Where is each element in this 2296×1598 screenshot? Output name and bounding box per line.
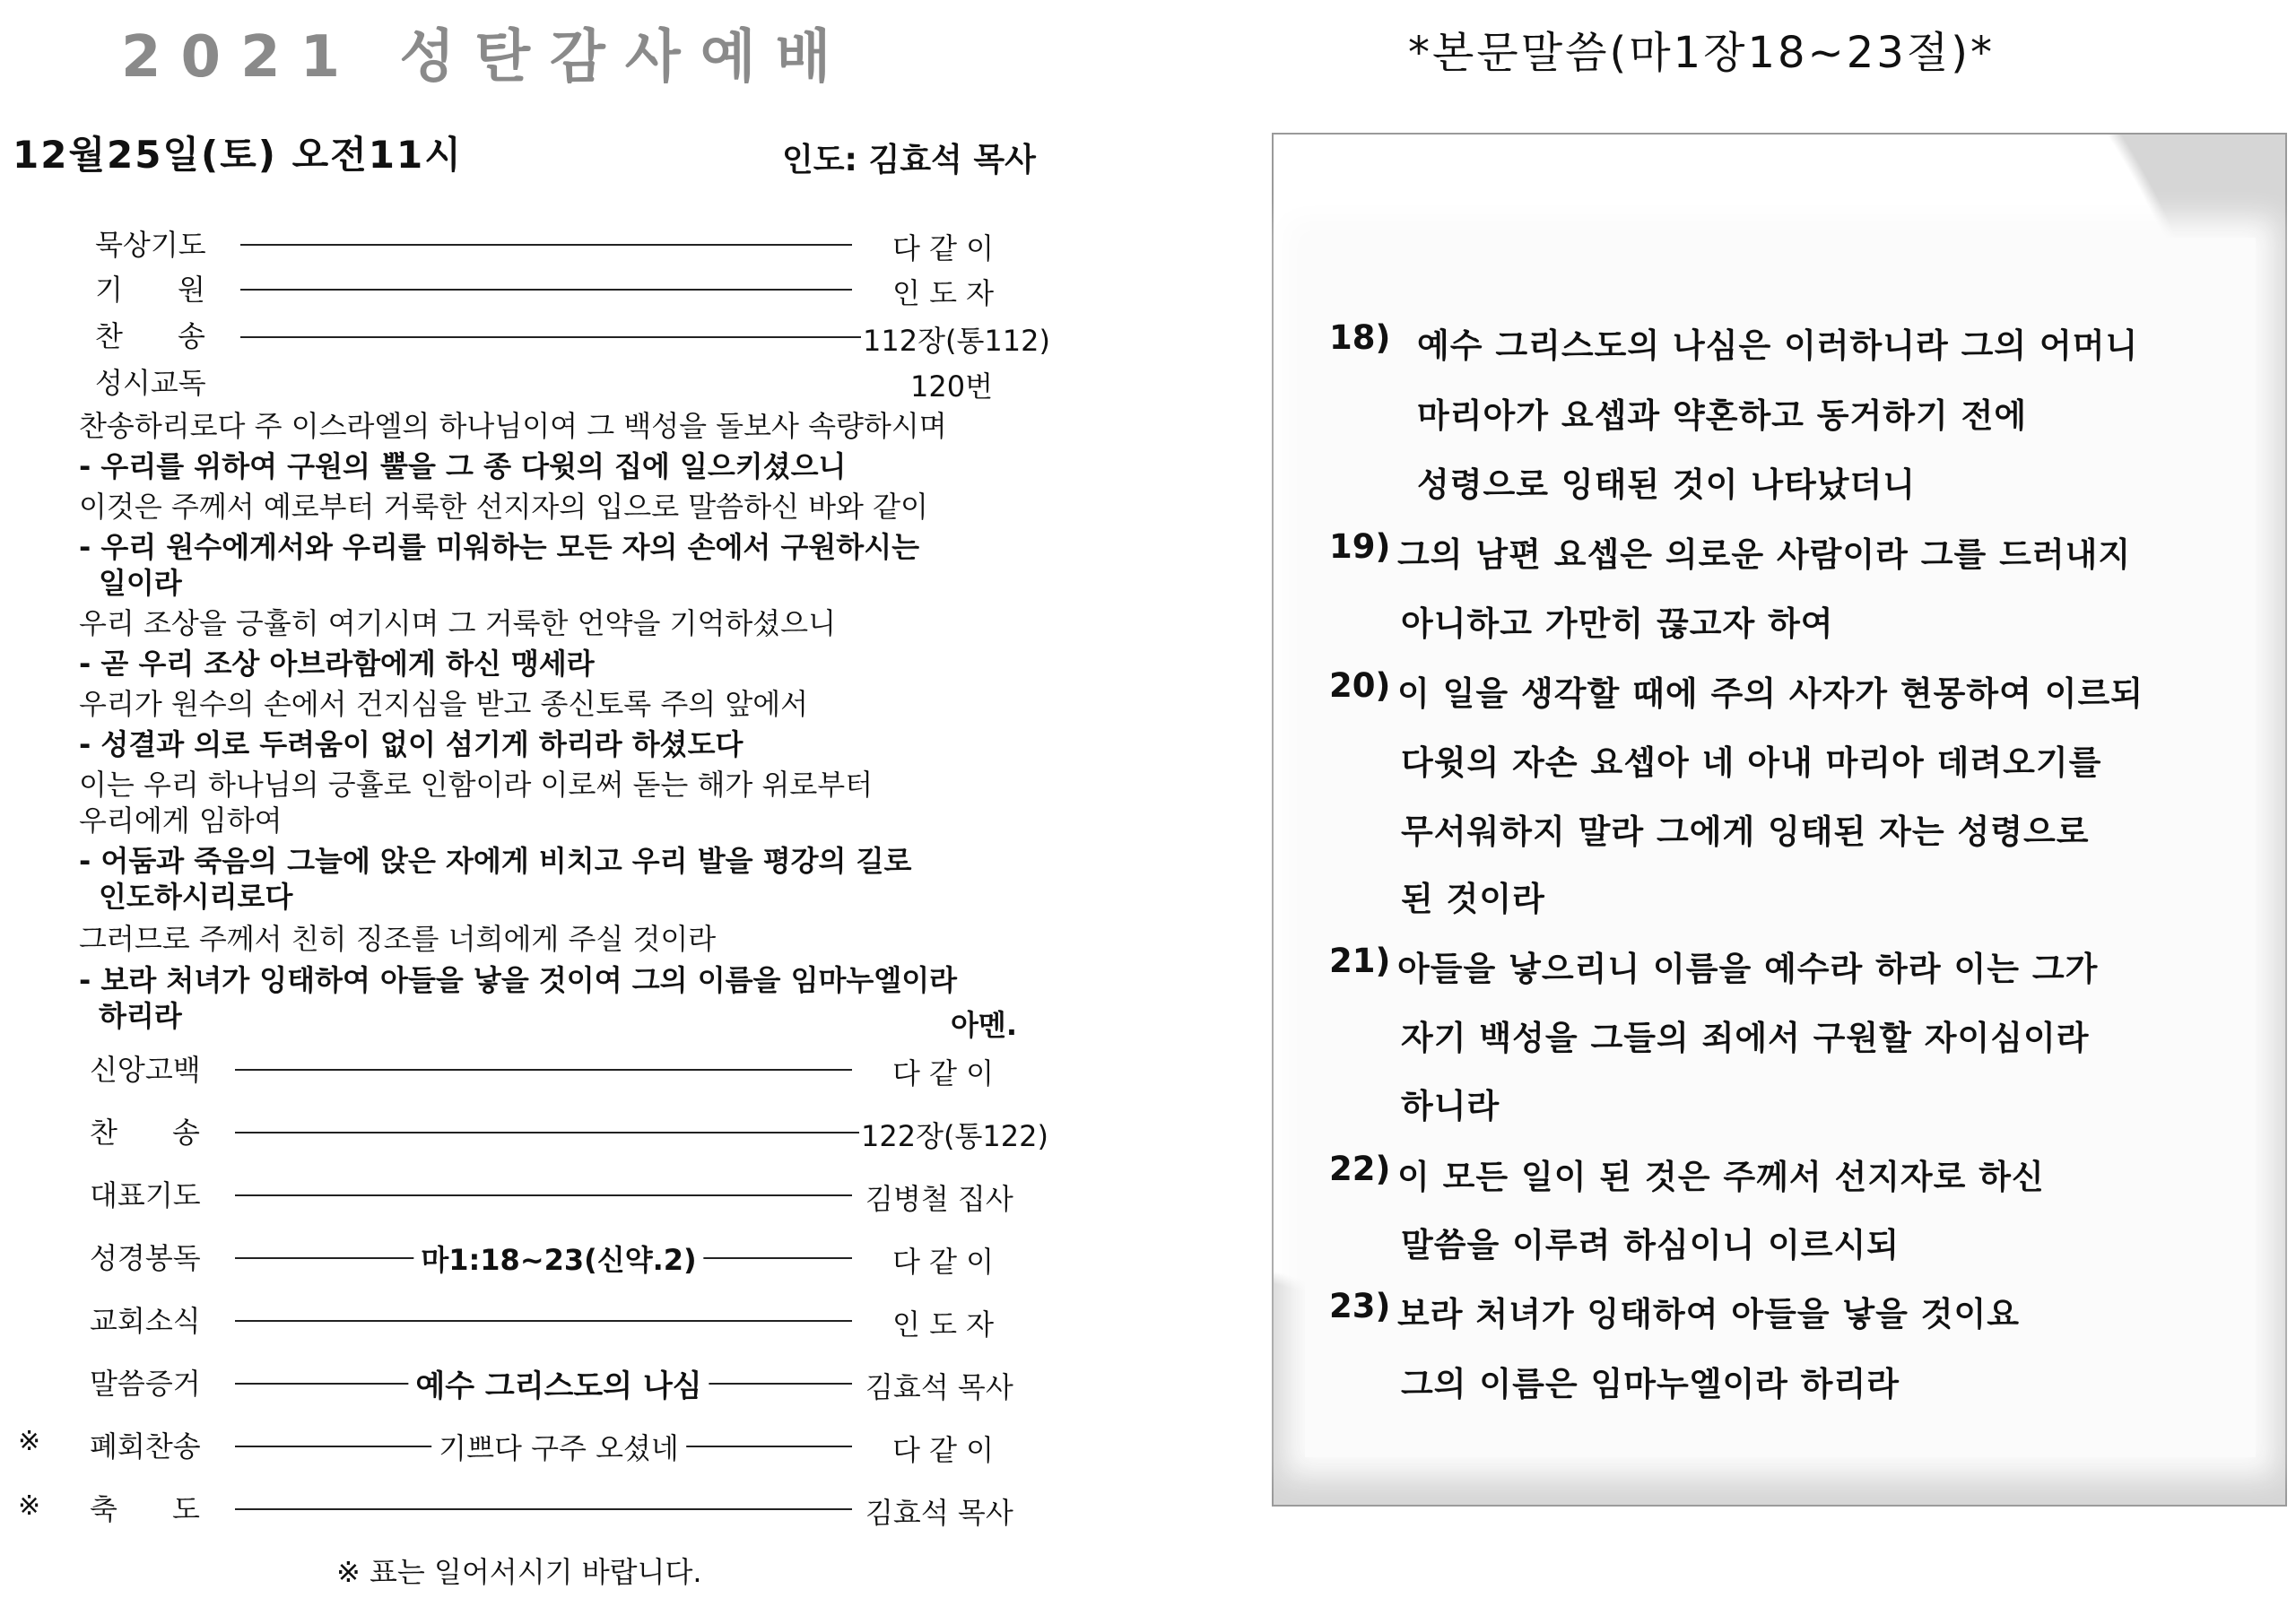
reading-line-people: - 어둠과 죽음의 그늘에 앉은 자에게 비치고 우리 발을 평강의 길로 <box>79 844 912 878</box>
verse-line: 무서워하지 말라 그에게 잉태된 자는 성령으로 <box>1401 812 2090 851</box>
scripture-title: *본문말씀(마1장18~23절)* <box>1408 28 1995 78</box>
verse-line: 보라 처녀가 잉태하여 아들을 낳을 것이요 <box>1397 1295 2021 1333</box>
order-item-name: 찬 송 <box>90 1116 200 1150</box>
order-item-right: 다 같 이 <box>892 1056 995 1090</box>
reading-line-people: 일이라 <box>99 566 182 600</box>
verse-line: 아들을 낳으리니 이름을 예수라 하라 이는 그가 <box>1397 950 2099 988</box>
reading-line-leader: 찬송하리로다 주 이스라엘의 하나님이여 그 백성을 돌보사 속량하시며 <box>79 409 947 443</box>
verse-line: 이 모든 일이 된 것은 주께서 선지자로 하신 <box>1397 1158 2045 1196</box>
verse-number: 19) <box>1329 527 1391 566</box>
reading-line-leader: 우리 조상을 긍휼히 여기시며 그 거룩한 언약을 기억하셨으니 <box>79 606 837 640</box>
reading-line-people: - 우리 원수에게서와 우리를 미워하는 모든 자의 손에서 구원하시는 <box>79 530 920 564</box>
reading-line-leader: 우리에게 임하여 <box>79 803 283 838</box>
verse-number: 22) <box>1329 1150 1391 1188</box>
reading-line-people: - 곧 우리 조상 아브라함에게 하신 맹세라 <box>79 647 595 681</box>
order-item-right: 다 같 이 <box>892 1245 995 1279</box>
leader-line <box>235 1069 852 1071</box>
order-item-name: 폐회찬송 <box>90 1429 201 1463</box>
order-item-name: 축 도 <box>90 1492 200 1526</box>
order-item-name: 찬 송 <box>95 319 205 353</box>
verse-line: 하니라 <box>1401 1087 1500 1125</box>
reading-line-people: 하리라 <box>99 999 182 1033</box>
order-item-right: 인 도 자 <box>892 1307 995 1342</box>
order-item-name: 말씀증거 <box>90 1367 201 1401</box>
order-item-right: 120번 <box>910 369 993 404</box>
order-item-name: 성경봉독 <box>90 1241 201 1275</box>
order-item-name: 성시교독 <box>95 366 206 400</box>
order-item-right: 122장(통122) <box>861 1119 1048 1153</box>
verse-line: 성령으로 잉태된 것이 나타났더니 <box>1417 465 1917 504</box>
verse-number: 18) <box>1329 318 1391 357</box>
reading-line-people: - 성결과 의로 두려움이 없이 섬기게 하리라 하셨도다 <box>79 727 744 761</box>
leader-line <box>235 1320 852 1322</box>
verse-line: 이 일을 생각할 때에 주의 사자가 현몽하여 이르되 <box>1397 674 2144 713</box>
order-item-right: 다 같 이 <box>892 1433 995 1467</box>
leader-line <box>235 1132 859 1133</box>
order-item-name: 기 원 <box>95 273 205 307</box>
verse-line: 그의 남편 요셉은 의로운 사람이라 그를 드러내지 <box>1397 535 2132 574</box>
reading-line-leader: 그러므로 주께서 친히 징조를 너희에게 주실 것이라 <box>79 922 717 956</box>
amen: 아멘. <box>951 1008 1017 1042</box>
order-item-right: 인 도 자 <box>892 276 995 310</box>
verse-line: 아니하고 가만히 끊고자 하여 <box>1401 604 1834 643</box>
stand-mark: ※ <box>18 1490 41 1522</box>
order-item-name: 신앙고백 <box>90 1053 201 1087</box>
order-item-right: 다 같 이 <box>892 231 995 265</box>
leader-line <box>235 1508 852 1510</box>
reading-line-people: - 보라 처녀가 잉태하여 아들을 낳을 것이여 그의 이름을 임마누엘이라 <box>79 963 958 997</box>
reading-line-leader: 이는 우리 하나님의 긍휼로 인함이라 이로써 돋는 해가 위로부터 <box>79 768 874 802</box>
leader-line <box>240 244 852 246</box>
reading-line-people: - 우리를 위하여 구원의 뿔을 그 종 다윗의 집에 일으키셨으니 <box>79 449 847 483</box>
sermon-title: 예수 그리스도의 나심 <box>408 1361 709 1405</box>
verse-number: 23) <box>1329 1287 1391 1325</box>
stand-mark: ※ <box>18 1426 41 1457</box>
service-leader: 인도: 김효석 목사 <box>782 142 1036 178</box>
scripture-reference: 마1:18~23(신약.2) <box>413 1238 703 1279</box>
order-item-right: 112장(통112) <box>863 324 1050 358</box>
order-item-name: 묵상기도 <box>95 228 206 262</box>
verse-line: 마리아가 요셉과 약혼하고 동거하기 전에 <box>1417 396 2028 435</box>
reading-line-leader: 우리가 원수의 손에서 건지심을 받고 종신토록 주의 앞에서 <box>79 687 809 721</box>
leader-line <box>235 1194 852 1196</box>
footnote: ※ 표는 일어서시기 바랍니다. <box>336 1555 702 1589</box>
order-item-name: 대표기도 <box>90 1178 201 1212</box>
reading-line-people: 인도하시리로다 <box>99 880 293 914</box>
verse-line: 말씀을 이루려 하심이니 이르시되 <box>1401 1226 1900 1264</box>
order-item-right: 김병철 집사 <box>865 1182 1013 1216</box>
verse-line: 예수 그리스도의 나심은 이러하니라 그의 어머니 <box>1417 326 2139 365</box>
page-title: 2021 성탄감사예배 <box>121 24 851 91</box>
verse-line: 그의 이름은 임마누엘이라 하리라 <box>1401 1365 1900 1403</box>
reading-line-leader: 이것은 주께서 예로부터 거룩한 선지자의 입으로 말씀하신 바와 같이 <box>79 490 928 524</box>
order-item-right: 김효석 목사 <box>865 1496 1013 1530</box>
verse-line: 다윗의 자손 요셉아 네 아내 마리아 데려오기를 <box>1401 743 2102 782</box>
order-item-name: 교회소식 <box>90 1304 201 1338</box>
verse-line: 자기 백성을 그들의 죄에서 구원할 자이심이라 <box>1401 1019 2090 1057</box>
closing-hymn: 기쁘다 구주 오셨네 <box>431 1426 686 1467</box>
leader-line <box>240 289 852 291</box>
verse-number: 20) <box>1329 666 1391 705</box>
verse-number: 21) <box>1329 942 1391 980</box>
service-date-time: 12월25일(토) 오전11시 <box>13 133 463 177</box>
order-item-right: 김효석 목사 <box>865 1370 1013 1404</box>
verse-line: 된 것이라 <box>1401 880 1545 918</box>
leader-line <box>240 336 861 338</box>
